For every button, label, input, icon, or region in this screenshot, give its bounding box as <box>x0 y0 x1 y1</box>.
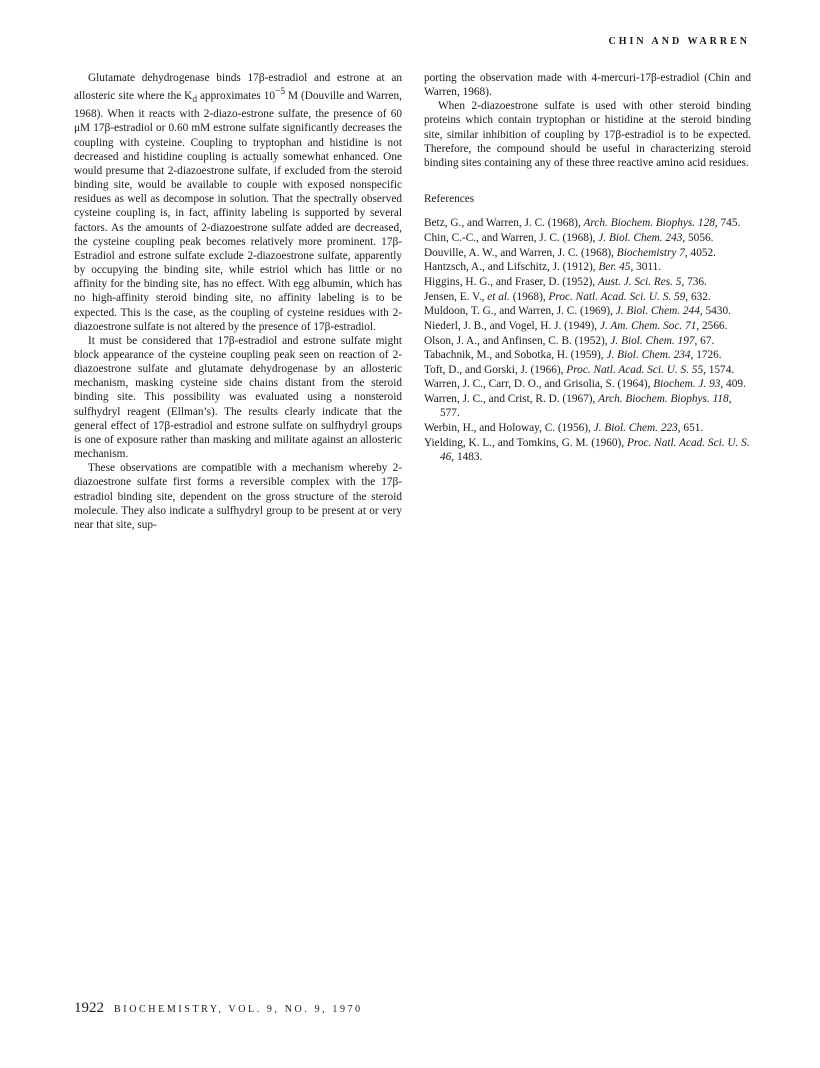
reference-item: Higgins, H. G., and Fraser, D. (1952), Aust. J. Sci. Res. 5, 736. <box>424 275 707 288</box>
reference-item: Werbin, H., and Holoway, C. (1956), J. Biol. Chem. 223, 651. <box>424 421 704 434</box>
reference-item: Toft, D., and Gorski, J. (1966), Proc. Natl. Acad. Sci. U. S. 55, 1574. <box>424 363 735 376</box>
reference-item: Tabachnik, M., and Sobotka, H. (1959), J. Biol. Chem. 234, 1726. <box>424 349 722 362</box>
paragraph: porting the observation made with 4-mercuri-17β-estradiol (Chin and Warren, 1968). <box>424 72 751 99</box>
reference-item: Betz, G., and Warren, J. C. (1968), Arch. Biochem. Biophys. 128, 745. <box>424 217 741 230</box>
references-list <box>424 216 751 464</box>
page-footer <box>74 1000 363 1017</box>
reference-item: Olson, J. A., and Anfinsen, C. B. (1952), J. Biol. Chem. 197, 67. <box>424 334 715 347</box>
paragraph: It must be considered that 17β-estradiol and estrone sulfate might block appearance of the cysteine coupling peak seen on reaction of 2-diazoestrone sulfate and glutamate dehydrogenase by an allosteric mechanism, masking cysteine side chains distant from the steroid binding site. This possibility was evaluated using a nonsteroid sulfhydryl reagent (Ellman’s). The results clearly indicate that the general effect of 17β-estradiol and estrone sulfate on sulfhydryl groups is one of exposure rather than masking and militate against an allosteric mechanism. <box>74 334 402 461</box>
paragraph: These observations are compatible with a mechanism whereby 2-diazoestrone sulfate first forms a reversible complex with the 17β-estradiol binding site, dependent on the gross structure of the steroid molecule. They also indicate a sulfhydryl group to be present at or very near that site, sup- <box>74 462 402 531</box>
reference-item: Warren, J. C., and Crist, R. D. (1967), Arch. Biochem. Biophys. 118, 577. <box>424 393 732 420</box>
reference-item: Yielding, K. L., and Tomkins, G. M. (1960), Proc. Natl. Acad. Sci. U. S. 46, 1483. <box>424 436 750 463</box>
running-head: CHIN AND WARREN <box>608 36 750 47</box>
paragraph: Glutamate dehydrogenase binds 17β-estradiol and estrone at an allosteric site where the $K_d$ approximates $10^{-5}$ M (Douville and Warren, 1968). When it reacts with 2-diazo-estrone sulfate, the presence of 60 μM 17β-estradiol or 0.60 mM estrone sulfate significantly decreases the coupling with cysteine. Coupling to tryptophan and histidine is not decreased and histidine coupling is actually somewhat enhanced. One would presume that 2-diazoestrone sulfate, if excluded from the steroid binding site, would be available to couple with exposed nonspecific residues as well as decompose in solution. That the spectrally observed cysteine coupling is, in fact, affinity labeling is supported by several factors. As the amounts of 2-diazoestrone sulfate added are decreased, the cysteine coupling peak becomes relatively more prominent. 17β-Estradiol and estrone sulfate exclude 2-diazoestrone sulfate, apparently by occupying the binding site, while estriol which has little or no affinity for the binding site, has no effect. With egg albumin, which has no high-affinity steroid binding site, no affinity labeling is to be expected. This is the case, as the coupling of cysteine residues with 2-diazoestrone sulfate is not altered by the presence of 17β-estradiol. <box>74 72 402 333</box>
reference-item: Hantzsch, A., and Lifschitz, J. (1912), Ber. 45, 3011. <box>424 261 662 274</box>
references-heading: References <box>424 193 475 206</box>
right-column <box>424 71 751 464</box>
journal-citation: BIOCHEMISTRY, VOL. 9, NO. 9, 1970 <box>114 1004 363 1015</box>
reference-item: Douville, A. W., and Warren, J. C. (1968), Biochemistry 7, 4052. <box>424 246 716 259</box>
reference-item: Warren, J. C., Carr, D. O., and Grisolia, S. (1964), Biochem. J. 93, 409. <box>424 378 746 391</box>
reference-item: Muldoon, T. G., and Warren, J. C. (1969), J. Biol. Chem. 244, 5430. <box>424 305 731 318</box>
page-number: 1922 <box>74 1000 104 1016</box>
reference-item: Chin, C.-C., and Warren, J. C. (1968), J. Biol. Chem. 243, 5056. <box>424 231 714 244</box>
reference-item: Niederl, J. B., and Vogel, H. J. (1949), J. Am. Chem. Soc. 71, 2566. <box>424 319 728 332</box>
paragraph: When 2-diazoestrone sulfate is used with other steroid binding proteins which contain tryptophan or histidine at the steroid binding site, similar inhibition of coupling by 17β-estradiol is to be expected. Therefore, the compound should be useful in characterizing steroid binding sites containing any of these three reactive amino acid residues. <box>424 100 751 169</box>
reference-item: Jensen, E. V., et al. (1968), Proc. Natl. Acad. Sci. U. S. 59, 632. <box>424 290 711 303</box>
left-column <box>74 71 402 532</box>
